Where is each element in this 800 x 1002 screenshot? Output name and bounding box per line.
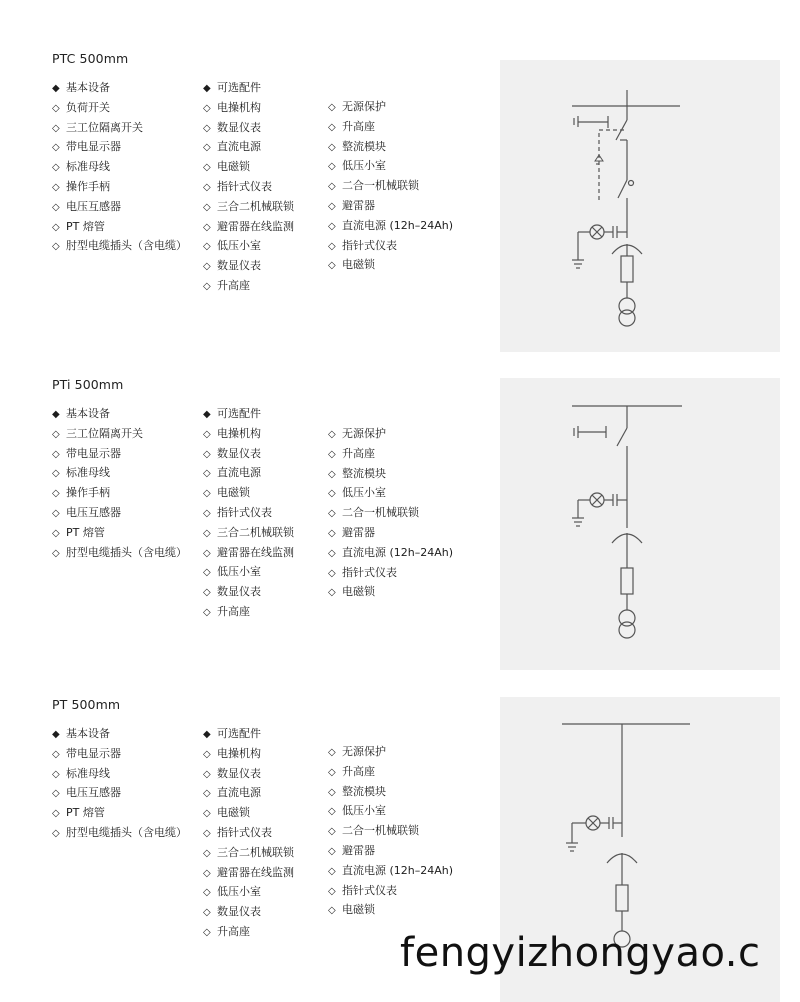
list-item: ◇ 整流模块 [328, 466, 386, 480]
list-item: ◆ 基本设备 [52, 81, 110, 94]
list-item: ◇ 操作手柄 [52, 179, 110, 193]
list-item: ◇ 指针式仪表 [328, 238, 397, 252]
list-item: ◇ 指针式仪表 [203, 505, 272, 519]
list-item: ◇ 二合一机械联锁 [328, 506, 419, 520]
list-item: ◇ 电磁锁 [328, 258, 375, 272]
list-item: ◇ 数显仪表 [203, 585, 261, 599]
list-item: ◇ 低压小室 [203, 239, 261, 253]
list-item: ◇ 低压小室 [328, 159, 386, 173]
list-item: ◇ 低压小室 [328, 804, 386, 818]
optional-accessories-list [203, 725, 294, 943]
list-item: ◇ 电压互感器 [52, 505, 121, 519]
list-item: ◇ 无源保护 [328, 745, 386, 758]
list-item: ◇ 肘型电缆插头（含电缆） [52, 825, 187, 839]
list-item: ◇ 升高座 [203, 604, 250, 618]
list-item: ◇ 数显仪表 [203, 259, 261, 273]
list-item: ◇ 直流电源 [203, 786, 261, 800]
list-item: ◇ 电压互感器 [52, 199, 121, 213]
list-item: ◇ 三合二机械联锁 [203, 845, 294, 859]
list-item: ◇ 电操机构 [203, 426, 261, 440]
list-item: ◇ 直流电源 (12h–24Ah) [328, 863, 454, 877]
list-item: ◆ 基本设备 [52, 727, 110, 740]
list-item: ◇ 带电显示器 [52, 140, 121, 154]
list-item: ◇ 整流模块 [328, 784, 386, 798]
list-item: ◇ 二合一机械联锁 [328, 179, 419, 193]
list-item: ◇ 无源保护 [328, 100, 386, 113]
list-item: ◇ 升高座 [328, 764, 375, 778]
list-item: ◇ 升高座 [203, 278, 250, 292]
list-item: ◇ 带电显示器 [52, 446, 121, 460]
list-item: ◇ PT 熔管 [52, 806, 105, 820]
list-item: ◇ PT 熔管 [52, 525, 105, 539]
list-item: ◇ 三工位隔离开关 [52, 120, 143, 134]
list-item: ◇ 直流电源 [203, 140, 261, 154]
list-item: ◆ 基本设备 [52, 407, 110, 420]
list-item: ◇ 标准母线 [52, 466, 110, 480]
list-item: ◇ 直流电源 (12h–24Ah) [328, 218, 454, 232]
list-item: ◇ 直流电源 (12h–24Ah) [328, 545, 454, 559]
list-item: ◇ 指针式仪表 [203, 179, 272, 193]
list-item: ◇ 电操机构 [203, 746, 261, 760]
list-item: ◇ 标准母线 [52, 160, 110, 174]
list-item: ◇ 三合二机械联锁 [203, 199, 294, 213]
list-item: ◇ 低压小室 [203, 885, 261, 899]
list-item: ◇ 电磁锁 [328, 903, 375, 917]
list-item: ◇ 标准母线 [52, 766, 110, 780]
list-item: ◇ 肘型电缆插头（含电缆） [52, 239, 187, 253]
section-title: PT 500mm [52, 697, 121, 712]
list-item: ◇ 指针式仪表 [203, 825, 272, 839]
list-item: ◇ 升高座 [328, 446, 375, 460]
list-item: ◇ 电操机构 [203, 100, 261, 114]
list-item: ◇ 避雷器在线监测 [203, 865, 294, 879]
watermark-text: fengyizhongyao.c [400, 930, 761, 976]
list-item: ◇ 避雷器在线监测 [203, 545, 294, 559]
list-item: ◇ 指针式仪表 [328, 565, 397, 579]
section-title: PTC 500mm [52, 51, 129, 66]
list-item: ◆ 可选配件 [203, 81, 261, 94]
list-item: ◇ 指针式仪表 [328, 883, 397, 897]
section-title: PTi 500mm [52, 377, 124, 392]
list-item: ◇ 电磁锁 [203, 160, 250, 174]
list-item: ◇ 数显仪表 [203, 120, 261, 134]
list-item: ◇ 肘型电缆插头（含电缆） [52, 545, 187, 559]
list-item: ◇ 电磁锁 [203, 486, 250, 500]
list-item: ◇ 低压小室 [203, 565, 261, 579]
list-item: ◇ 三合二机械联锁 [203, 525, 294, 539]
list-item: ◇ 负荷开关 [52, 100, 110, 114]
list-item: ◇ 避雷器在线监测 [203, 219, 294, 233]
list-item: ◇ 电磁锁 [328, 585, 375, 599]
list-item: ◇ 无源保护 [328, 427, 386, 440]
optional-accessories-list-2 [328, 743, 453, 921]
basic-equipment-list [52, 725, 187, 844]
list-item: ◇ 电压互感器 [52, 786, 121, 800]
list-item: ◆ 可选配件 [203, 407, 261, 420]
list-item: ◇ 低压小室 [328, 486, 386, 500]
list-item: ◇ 升高座 [328, 119, 375, 133]
list-item: ◆ 可选配件 [203, 727, 261, 740]
list-item: ◇ 三工位隔离开关 [52, 426, 143, 440]
list-item: ◇ 整流模块 [328, 139, 386, 153]
list-item: ◇ 避雷器 [328, 198, 375, 212]
list-item: ◇ 避雷器 [328, 843, 375, 857]
list-item: ◇ 避雷器 [328, 525, 375, 539]
list-item: ◇ 操作手柄 [52, 486, 110, 500]
list-item: ◇ PT 熔管 [52, 219, 105, 233]
list-item: ◇ 直流电源 [203, 466, 261, 480]
list-item: ◇ 升高座 [203, 924, 250, 938]
list-item: ◇ 数显仪表 [203, 766, 261, 780]
list-item: ◇ 数显仪表 [203, 905, 261, 919]
list-item: ◇ 二合一机械联锁 [328, 824, 419, 838]
list-item: ◇ 数显仪表 [203, 446, 261, 460]
list-item: ◇ 带电显示器 [52, 746, 121, 760]
list-item: ◇ 电磁锁 [203, 806, 250, 820]
